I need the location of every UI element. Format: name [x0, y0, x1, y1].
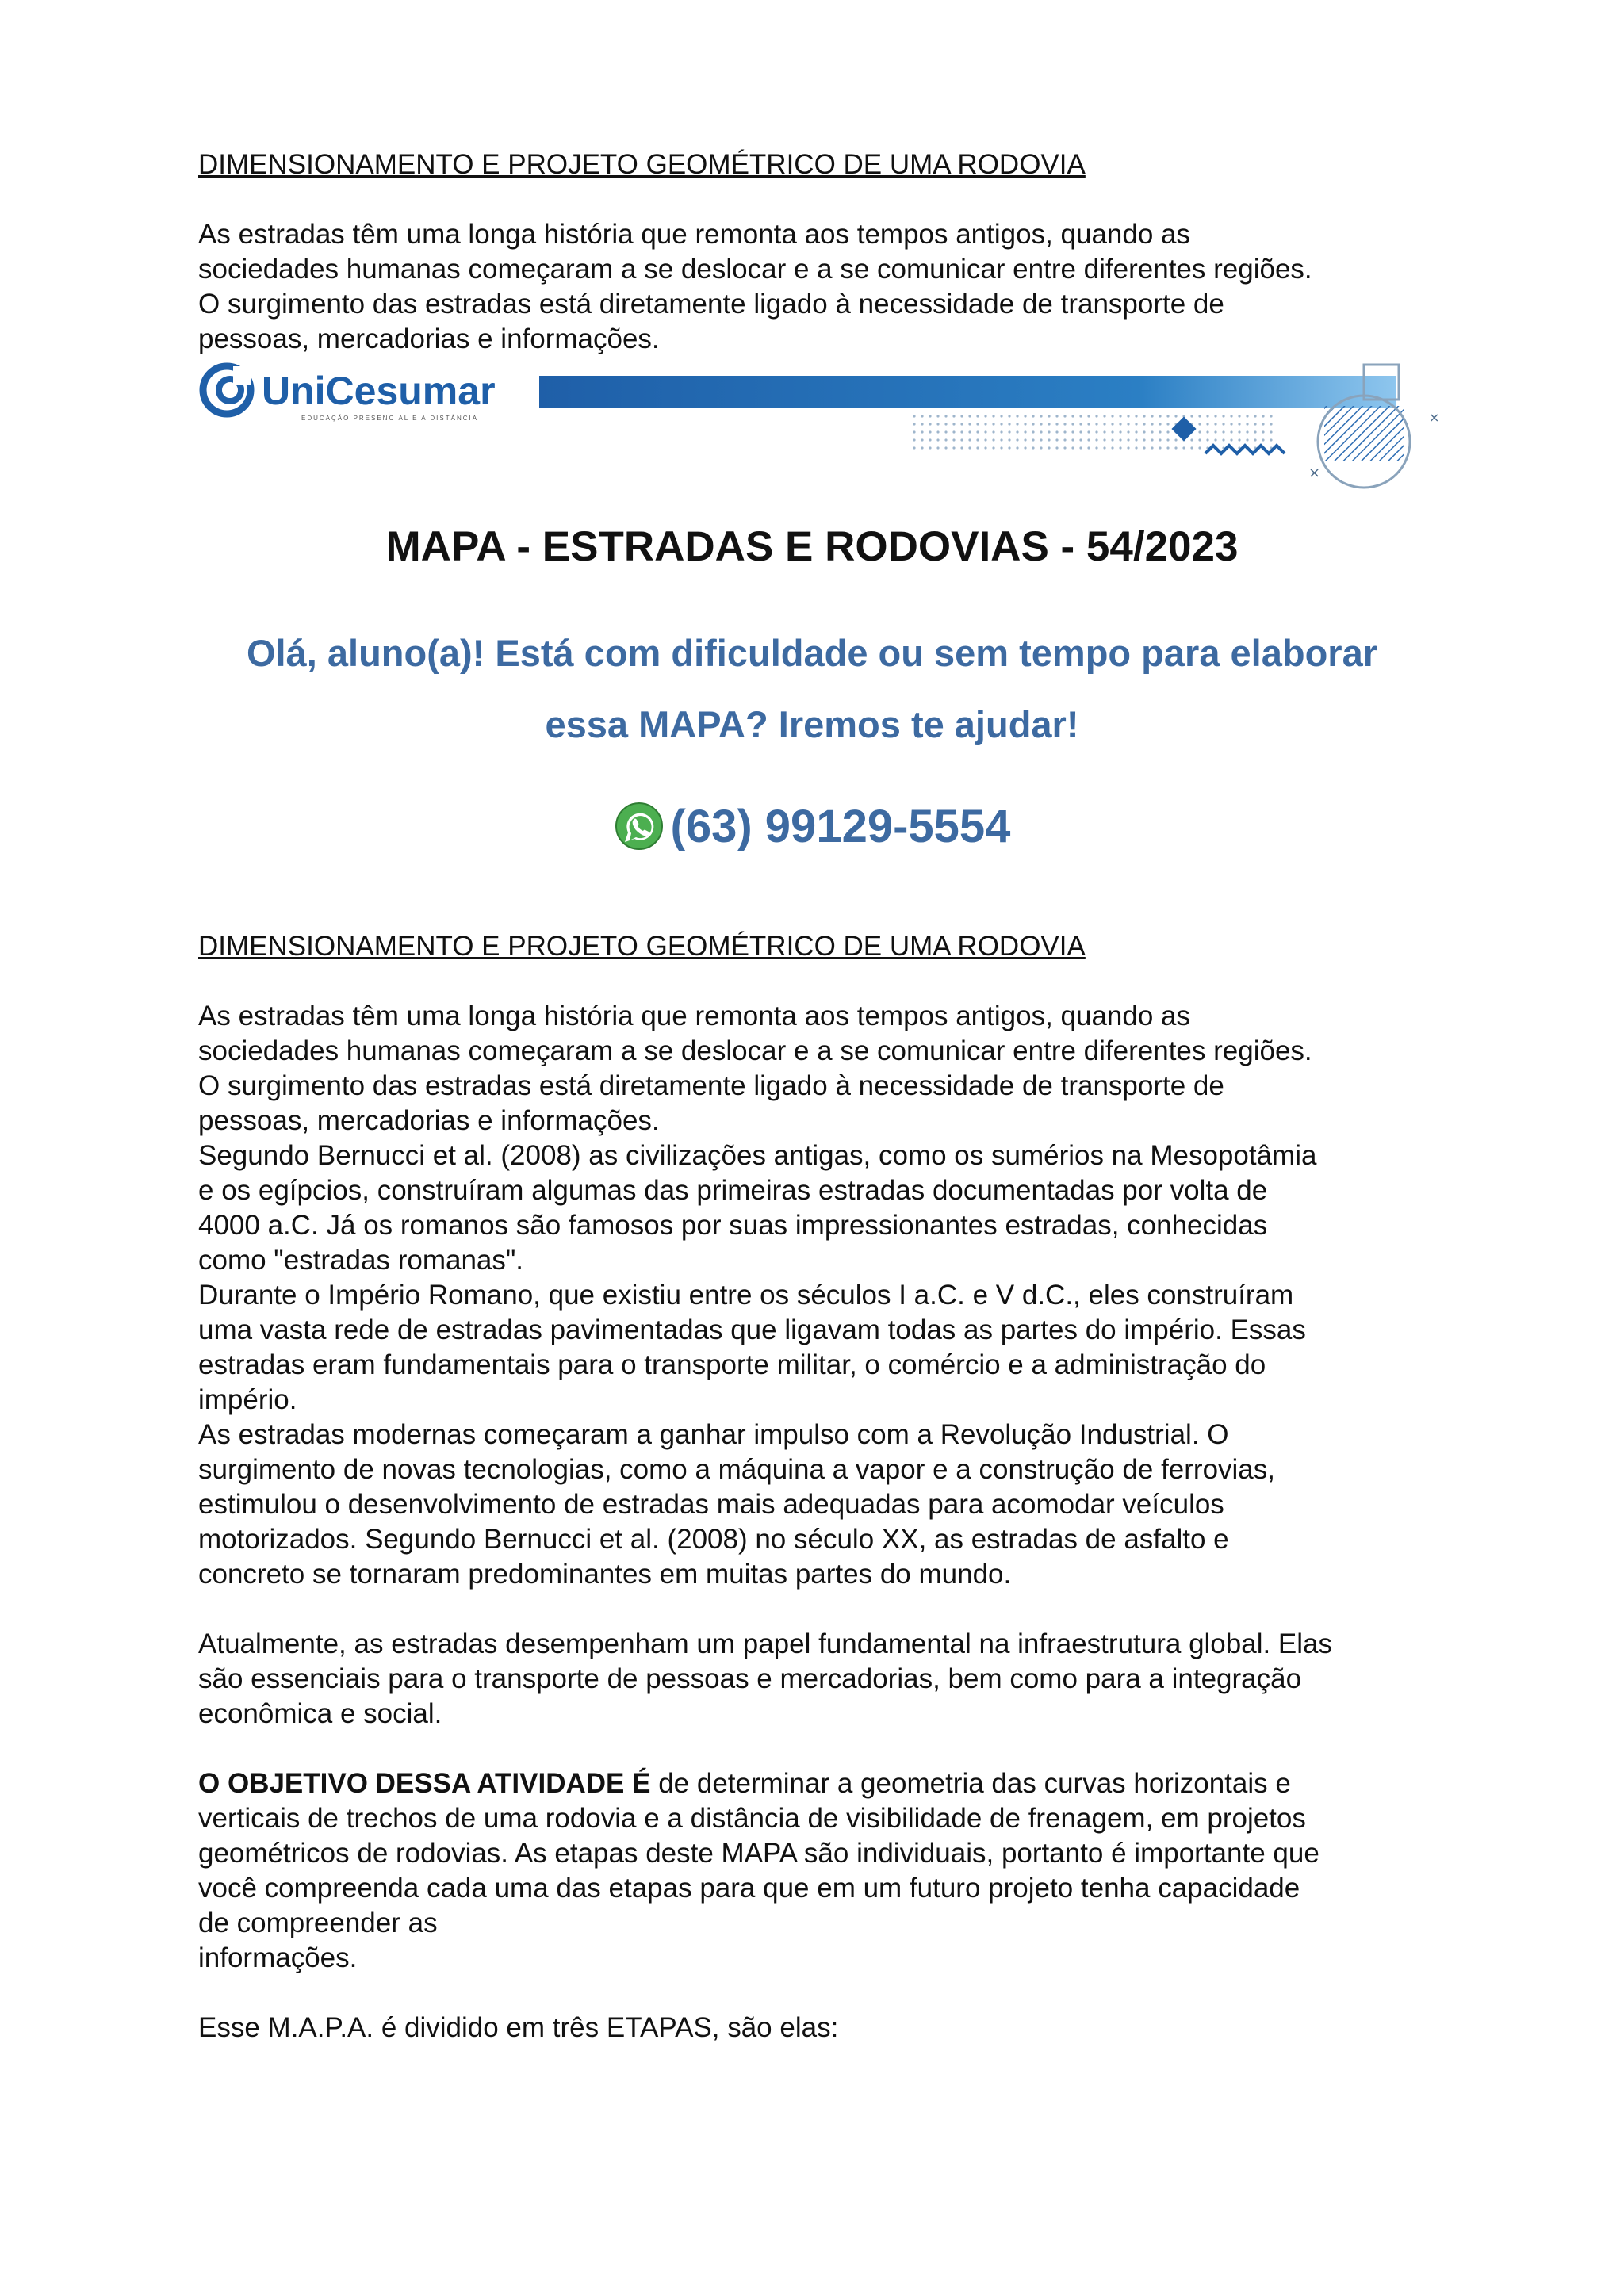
body-line: O surgimento das estradas está diretamente ligado à necessidade de transporte de — [198, 1070, 1224, 1101]
body-line: surgimento de novas tecnologias, como a máquina a vapor e a construção de ferrovias, — [198, 1454, 1275, 1485]
deco-cross: × — [1308, 465, 1321, 481]
body-line: concreto se tornaram predominantes em muitas partes do mundo. — [198, 1559, 1012, 1590]
unicesumar-logo — [203, 366, 496, 422]
objective-text: de determinar a geometria das curvas horizontais e — [650, 1768, 1291, 1799]
page-title: MAPA - ESTRADAS E RODOVIAS - 54/2023 — [385, 523, 1239, 570]
whatsapp-icon — [614, 801, 665, 851]
logo-subtitle: EDUCAÇÃO PRESENCIAL E A DISTÂNCIA — [301, 415, 479, 422]
body-line: estradas eram fundamentais para o transporte militar, o comércio e a administração do — [198, 1349, 1266, 1380]
body-line: império. — [198, 1384, 297, 1415]
body-line: Atualmente, as estradas desempenham um papel fundamental na infraestrutura global. Elas — [198, 1628, 1333, 1659]
top-line: pessoas, mercadorias e informações. — [198, 323, 660, 354]
body-line: geométricos de rodovias. As etapas deste MAPA são individuais, portanto é importante que — [198, 1838, 1320, 1869]
body-line: As estradas modernas começaram a ganhar impulso com a Revolução Industrial. O — [198, 1419, 1229, 1450]
banner-dots — [912, 414, 1277, 453]
body-line: são essenciais para o transporte de pessoas e mercadorias, bem como para a integração — [198, 1663, 1302, 1694]
objective-line — [198, 1766, 1435, 1801]
body-line: As estradas têm uma longa história que remonta aos tempos antigos, quando as — [198, 1001, 1191, 1031]
body-line: você compreenda cada uma das etapas para que em um futuro projeto tenha capacidade — [198, 1873, 1300, 1904]
body-line: Segundo Bernucci et al. (2008) as civilizações antigas, como os sumérios na Mesopotâmia — [198, 1140, 1317, 1171]
body-line: Durante o Império Romano, que existiu entre os séculos I a.C. e V d.C., eles construíram — [198, 1280, 1294, 1311]
objective-label: O OBJETIVO DESSA ATIVIDADE É — [198, 1768, 651, 1799]
body-line: motorizados. Segundo Bernucci et al. (2008) no século XX, as estradas de asfalto e — [198, 1524, 1229, 1555]
body-line: uma vasta rede de estradas pavimentadas que ligavam todas as partes do império. Essas — [198, 1314, 1306, 1345]
body-line: 4000 a.C. Já os romanos são famosos por suas impressionantes estradas, conhecidas — [198, 1210, 1268, 1241]
closing-line: Esse M.A.P.A. é dividido em três ETAPAS, são elas: — [198, 2012, 839, 2043]
top-heading: DIMENSIONAMENTO E PROJETO GEOMÉTRICO DE UMA RODOVIA — [198, 149, 1086, 180]
top-line: As estradas têm uma longa história que remonta aos tempos antigos, quando as — [198, 219, 1191, 250]
section-heading: DIMENSIONAMENTO E PROJETO GEOMÉTRICO DE UMA RODOVIA — [198, 931, 1086, 962]
logo-text: UniCesumar — [262, 369, 496, 413]
body-line: verticais de trechos de uma rodovia e a distância de visibilidade de frenagem, em projetos — [198, 1803, 1306, 1834]
unicesumar-banner — [198, 358, 1451, 493]
deco-hatch — [1324, 406, 1404, 461]
body-line: de compreender as — [198, 1908, 438, 1938]
top-excerpt — [198, 147, 1435, 357]
help-line-1: Olá, aluno(a)! Está com dificuldade ou sem tempo para elaborar — [247, 632, 1377, 674]
body-line: informações. — [198, 1942, 358, 1973]
main-body — [198, 929, 1435, 2045]
body-line: econômica e social. — [198, 1698, 442, 1729]
contact-row — [0, 794, 1624, 858]
top-line: O surgimento das estradas está diretamente ligado à necessidade de transporte de — [198, 289, 1224, 320]
top-line: sociedades humanas começaram a se deslocar e a se comunicar entre diferentes regiões. — [198, 254, 1312, 285]
body-line: pessoas, mercadorias e informações. — [198, 1105, 660, 1136]
body-line: como "estradas romanas". — [198, 1245, 524, 1276]
help-line-2: essa MAPA? Iremos te ajudar! — [545, 703, 1079, 745]
body-line: estimulou o desenvolvimento de estradas mais adequadas para acomodar veículos — [198, 1489, 1224, 1520]
deco-cross: × — [1429, 410, 1440, 425]
body-line: e os egípcios, construíram algumas das primeiras estradas documentadas por volta de — [198, 1175, 1268, 1206]
banner-bar — [539, 376, 1396, 408]
body-line: sociedades humanas começaram a se deslocar e a se comunicar entre diferentes regiões. — [198, 1035, 1312, 1066]
phone-number[interactable]: (63) 99129-5554 — [670, 800, 1011, 852]
